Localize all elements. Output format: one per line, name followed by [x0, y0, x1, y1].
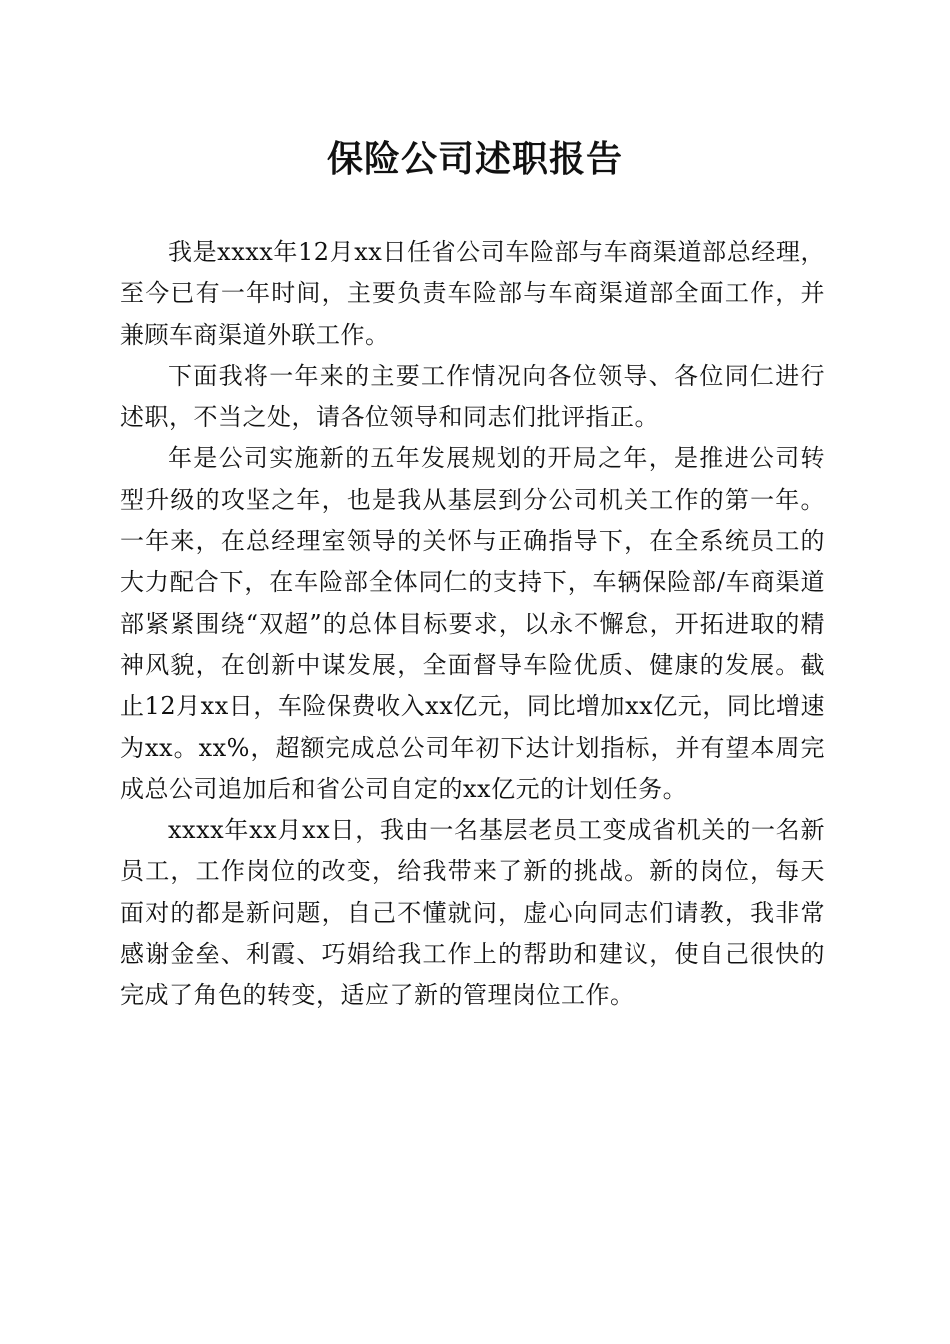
document-title: 保险公司述职报告: [326, 138, 623, 180]
paragraph-role-transition: xxxx年xx月xx日，我由一名基层老员工变成省机关的一名新员工，工作岗位的改变，给我带来了新的挑战。新的岗位，每天面对的都是新问题，自己不懂就问，虚心向同志们请教，我非常感谢金垒、利霞、巧娟给我工作上的帮助和建议，使自己很快的完成了角色的转变，适应了新的管理岗位工作。: [120, 816, 825, 1010]
paragraph-introduction: 下面我将一年来的主要工作情况向各位领导、各位同仁进行述职，不当之处，请各位领导和同志们批评指正。: [120, 361, 825, 432]
paragraph-annual-performance: 年是公司实施新的五年发展规划的开局之年，是推进公司转型升级的攻坚之年，也是我从基层到分公司机关工作的第一年。一年来，在总经理室领导的关怀与正确指导下，在全系统员工的大力配合下，在车险部全体同仁的支持下，车辆保险部/车商渠道部紧紧围绕“双超”的总体目标要求，以永不懈怠，开拓进取的精神风貌，在创新中谋发展，全面督导车险优质、健康的发展。截止12月xx日，车险保费收入xx亿元，同比增加xx亿元，同比增速为xx。xx%，超额完成总公司年初下达计划指标，并有望本周完成总公司追加后和省公司自定的xx亿元的计划任务。: [120, 444, 825, 803]
paragraph-appointment: 我是xxxx年12月xx日任省公司车险部与车商渠道部总经理，至今已有一年时间，主要负责车险部与车商渠道部全面工作，并兼顾车商渠道外联工作。: [120, 238, 825, 349]
document-body: [120, 232, 825, 1017]
